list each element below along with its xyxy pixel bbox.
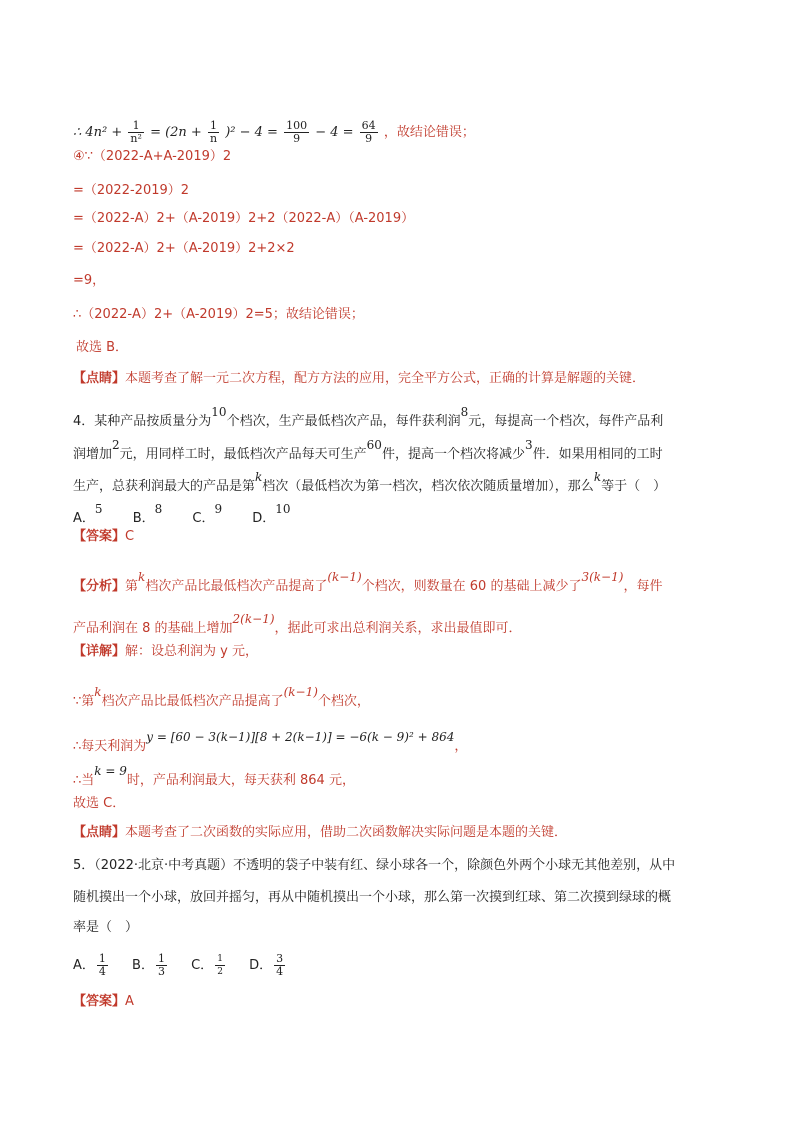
q-text: 生产，总获利润最大的产品是第 — [73, 479, 256, 494]
option-b[interactable] — [132, 948, 169, 984]
denominator: n — [209, 132, 218, 145]
a-text: 档次产品比最低档次产品提高了 — [145, 579, 328, 594]
q-num: 8 — [460, 405, 469, 419]
analysis-tag: 【分析】 — [73, 579, 126, 594]
q-text: 元，每提高一个档次，每件产品利 — [468, 414, 664, 429]
q-text: 等于（ ） — [601, 479, 667, 494]
q-num: 10 — [211, 405, 227, 419]
option-value: 9 — [214, 502, 223, 516]
analysis-line-1 — [73, 569, 662, 595]
option-value: 5 — [94, 502, 103, 516]
detail-line-1 — [73, 643, 258, 660]
formula-line-1 — [73, 120, 475, 145]
detail-line-2 — [73, 684, 370, 710]
option-value: 10 — [275, 502, 291, 516]
d-text: ∴当 — [73, 773, 95, 788]
q-var: k — [255, 470, 263, 484]
solution-line: =9， — [73, 273, 106, 288]
denominator: 9 — [365, 132, 373, 145]
fraction — [284, 120, 309, 145]
answer-tag: 【答案】 — [73, 529, 126, 544]
detail-line-3 — [73, 729, 467, 755]
analysis-line-2 — [73, 611, 522, 637]
comment-tag: 【点睛】 — [73, 371, 126, 386]
a-text: 个档次，则数量在 60 的基础上减少了 — [361, 579, 582, 594]
detail-tag: 【详解】 — [73, 644, 126, 659]
question-5-line-2: 随机摸出一个小球，放回并摇匀，再从中随机摸出一个小球，那么第一次摸到红球、第二次摸到绿球的概 — [73, 890, 672, 905]
solution-line: =（2022-A）2+（A-2019）2+2×2 — [73, 241, 295, 256]
q-num: 2 — [112, 438, 120, 452]
numerator: 3 — [276, 952, 284, 965]
fraction — [360, 120, 378, 145]
comment-text: 本题考查了解一元二次方程，配方方法的应用，完全平方公式，正确的计算是解题的关键． — [125, 371, 646, 386]
fraction — [97, 953, 108, 978]
numerator: 1 — [98, 952, 106, 965]
question-4-line-1 — [73, 404, 663, 430]
denominator: 2 — [217, 967, 223, 977]
formula-part: = (2n + — [150, 125, 206, 140]
comment-line — [73, 370, 645, 387]
answer-line — [73, 993, 134, 1010]
q-num: 3 — [524, 438, 533, 452]
comment-text: 本题考查了二次函数的实际应用，借助二次函数解决实际问题是本题的关键． — [125, 825, 568, 840]
comment-line — [73, 824, 567, 841]
solution-line: =（2022-2019）2 — [73, 183, 190, 198]
numerator: 1 — [217, 954, 223, 964]
d-var: k — [94, 685, 102, 699]
question-5-line-3: 率是（ ） — [73, 920, 139, 935]
q-var: k — [593, 470, 602, 484]
option-label: C． — [191, 958, 214, 973]
option-label: A． — [73, 511, 95, 526]
option-label: B． — [132, 958, 154, 973]
option-label: B． — [132, 511, 155, 526]
q-text: 个档次，生产最低档次产品，每件获利润 — [226, 414, 461, 429]
detail-line-5: 故选 C． — [73, 796, 126, 811]
q-text: 4．某种产品按质量分为 — [73, 414, 212, 429]
detail-line-4 — [73, 763, 355, 789]
numerator: 1 — [208, 120, 219, 133]
option-label: D． — [252, 511, 276, 526]
formula-part: ∴ 4n² + — [73, 125, 127, 140]
option-label: D． — [249, 958, 273, 973]
solution-line: =（2022-A）2+（A-2019）2+2（2022-A）（A-2019） — [73, 211, 415, 226]
option-a[interactable] — [73, 501, 103, 527]
d-expr: (k−1) — [283, 685, 318, 699]
q-text: 润增加 — [73, 447, 113, 462]
conclusion-text: ，故结论错误； — [383, 125, 475, 140]
numerator: 100 — [286, 119, 308, 132]
a-text: ，每件 — [623, 579, 663, 594]
fraction — [215, 953, 225, 978]
answer-value: A — [125, 994, 134, 1009]
a-expr: (k−1) — [327, 570, 362, 584]
fraction — [274, 953, 285, 978]
option-c[interactable] — [191, 948, 227, 984]
formula-part: − 4 = — [315, 125, 358, 140]
option-c[interactable] — [192, 501, 222, 527]
numerator: 1 — [128, 120, 144, 133]
fraction — [156, 953, 167, 978]
answer-value: C — [125, 529, 135, 544]
fraction — [128, 120, 144, 145]
comment-tag: 【点睛】 — [73, 825, 126, 840]
denominator: 3 — [157, 965, 165, 978]
numerator: 64 — [361, 119, 376, 132]
answer-tag: 【答案】 — [73, 994, 126, 1009]
d-text: ∴每天利润为 — [73, 739, 147, 754]
q-text: 元，用同样工时，最低档次产品每天可生产 — [119, 447, 367, 462]
option-d[interactable] — [249, 948, 287, 984]
d-text: 档次产品比最低档次产品提高了 — [101, 694, 284, 709]
solution-line: ∴（2022-A）2+（A-2019）2=5；故结论错误； — [73, 307, 364, 322]
denominator: 4 — [98, 965, 106, 978]
option-label: A． — [73, 958, 95, 973]
a-expr: 3(k−1) — [581, 570, 624, 584]
numerator: 1 — [157, 952, 165, 965]
formula-part: )² − 4 = — [225, 125, 283, 140]
a-text: 产品利润在 8 的基础上增加 — [73, 621, 233, 636]
fraction — [208, 120, 219, 145]
q-text: 件．如果用相同的工时 — [532, 447, 663, 462]
option-b[interactable] — [133, 501, 163, 527]
d-text: ， — [454, 739, 468, 754]
d-expr: k = 9 — [94, 764, 127, 778]
d-text: 时，产品利润最大，每天获利 864 元， — [126, 773, 355, 788]
d-text: 解：设总利润为 y 元， — [125, 644, 258, 659]
option-d[interactable] — [252, 501, 290, 527]
denominator: 9 — [293, 132, 301, 145]
question-5-line-1: 5．（2022·北京·中考真题）不透明的袋子中装有红、绿小球各一个，除颜色外两个小球无其他差别，从中 — [73, 858, 676, 873]
a-expr: 2(k−1) — [232, 612, 275, 626]
q-text: 件，提高一个档次将减少 — [381, 447, 525, 462]
option-value: 8 — [154, 502, 163, 516]
d-text: 个档次， — [317, 694, 370, 709]
denominator: 4 — [276, 965, 284, 978]
solution-line: ④∵（2022-A+A-2019）2 — [73, 149, 232, 164]
option-a[interactable] — [73, 948, 110, 984]
question-4-line-2 — [73, 437, 663, 463]
solution-line: 故选 B． — [76, 340, 129, 355]
question-4-line-3 — [73, 469, 666, 495]
d-formula: y = [60 − 3(k−1)][8 + 2(k−1)] = −6(k − 9)² + 864 — [146, 730, 455, 744]
a-text: 第 — [125, 579, 139, 594]
denominator: n² — [130, 132, 142, 145]
a-text: ，据此可求出总利润关系，求出最值即可． — [274, 621, 522, 636]
answer-line — [73, 528, 134, 545]
a-var: k — [138, 570, 146, 584]
question-4-options — [73, 501, 317, 527]
d-text: ∵第 — [73, 694, 95, 709]
question-5-options — [73, 948, 313, 984]
option-label: C． — [192, 511, 215, 526]
q-text: 档次（最低档次为第一档次，档次依次随质量增加），那么 — [262, 479, 594, 494]
q-num: 60 — [366, 438, 382, 452]
